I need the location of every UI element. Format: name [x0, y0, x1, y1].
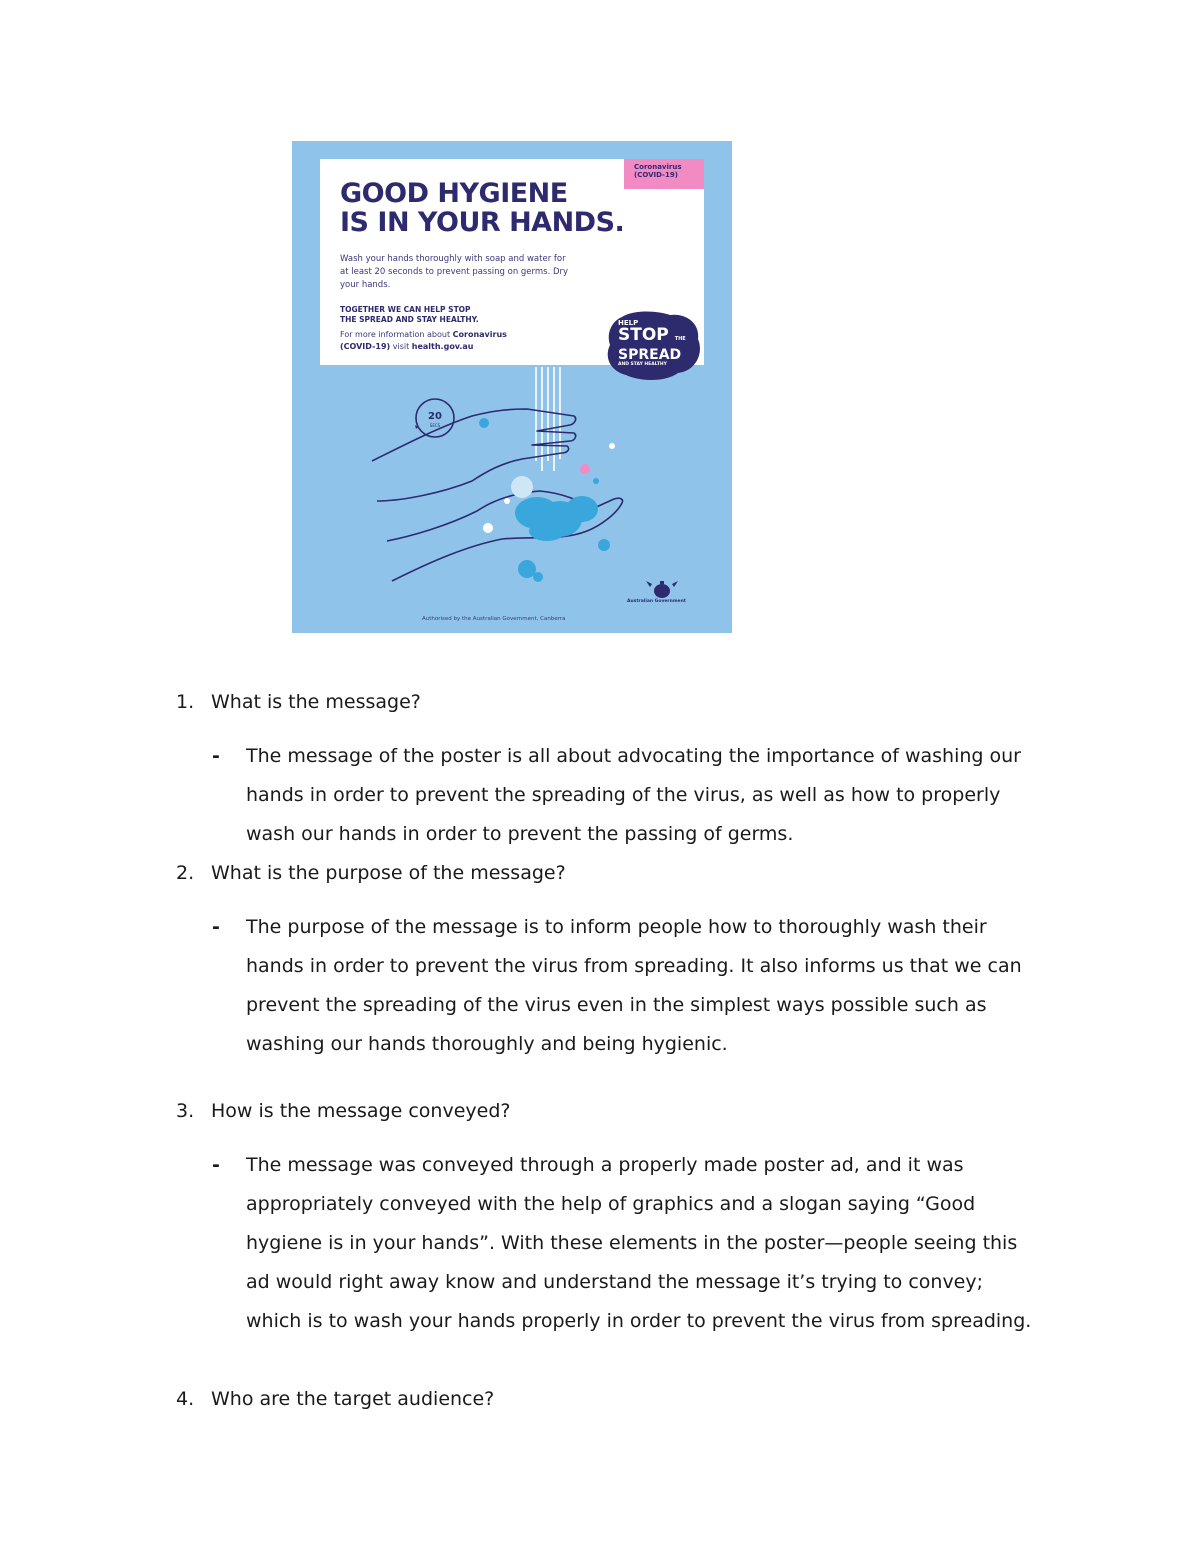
more-prefix: For more information about	[340, 330, 451, 339]
more-bold-2: (COVID-19)	[340, 342, 391, 351]
headline-line-1: GOOD HYGIENE	[340, 178, 568, 209]
badge-spread: SPREAD	[618, 347, 682, 363]
coronavirus-tag: Coronavirus (COVID-19)	[624, 159, 704, 189]
question-text: What is the message?	[211, 691, 421, 713]
more-site: health.gov.au	[411, 342, 474, 351]
answer-line: ad would right away know and understand the message it’s trying to convey;	[246, 1271, 984, 1293]
poster-headline	[340, 179, 630, 237]
answer-text	[246, 908, 1072, 1064]
headline-line-2: IS IN YOUR HANDS.	[340, 207, 625, 238]
question-text: How is the message conveyed?	[211, 1100, 511, 1122]
answer-line: appropriately conveyed with the help of graphics and a slogan saying “Good	[246, 1193, 976, 1215]
answer-bullet: -	[212, 745, 220, 767]
answer-line: which is to wash your hands properly in order to prevent the virus from spreading.	[246, 1310, 1032, 1332]
government-label: Australian Government	[627, 599, 686, 604]
question-number: 2.	[176, 862, 195, 884]
poster-footer: Authorised by the Australian Government, Canberra	[422, 616, 566, 622]
coat-of-arms-icon	[646, 581, 678, 598]
answer-line: wash our hands in order to prevent the passing of germs.	[246, 823, 794, 845]
timer-unit: SECS	[429, 423, 441, 428]
badge-text	[614, 319, 694, 368]
badge-the: THE	[674, 336, 686, 342]
more-bold-1: Coronavirus	[452, 330, 507, 339]
badge-help: HELP	[618, 319, 639, 327]
question-number: 4.	[176, 1388, 195, 1410]
question-text: What is the purpose of the message?	[211, 862, 566, 884]
timer-number: 20	[428, 411, 442, 422]
badge-healthy: AND STAY HEALTHY	[618, 362, 667, 367]
answer-text	[246, 1146, 1072, 1341]
poster-image	[292, 141, 732, 633]
poster-callout	[340, 305, 540, 325]
answer-line: The message of the poster is all about advocating the importance of washing our	[246, 745, 1021, 767]
answer-line: washing our hands thoroughly and being hygienic.	[246, 1033, 728, 1055]
badge-stop	[614, 327, 694, 348]
badge-stop-word: STOP	[618, 325, 669, 345]
answer-line: The message was conveyed through a properly made poster ad, and it was	[246, 1154, 964, 1176]
callout-line-2: THE SPREAD AND STAY HEALTHY.	[340, 315, 479, 324]
poster-body: Wash your hands thoroughly with soap and water for at least 20 seconds to prevent passing on germs. Dry your hands.	[340, 254, 569, 290]
question-number: 1.	[176, 691, 195, 713]
answer-line: hands in order to prevent the virus from spreading. It also informs us that we can	[246, 955, 1022, 977]
question-text: Who are the target audience?	[211, 1388, 495, 1410]
callout-line-1: TOGETHER WE CAN HELP STOP	[340, 305, 471, 314]
answer-text	[246, 737, 1072, 854]
answer-bullet: -	[212, 1154, 220, 1176]
question-number: 3.	[176, 1100, 195, 1122]
answer-line: The purpose of the message is to inform people how to thoroughly wash their	[246, 916, 987, 938]
more-mid: visit	[392, 342, 410, 351]
answer-line: hygiene is in your hands”. With these elements in the poster—people seeing this	[246, 1232, 1018, 1254]
upper-hand-outline	[372, 409, 576, 501]
poster-more-info	[340, 329, 580, 353]
answer-line: prevent the spreading of the virus even in the simplest ways possible such as	[246, 994, 987, 1016]
answer-line: hands in order to prevent the spreading of the virus, as well as how to properly	[246, 784, 1001, 806]
answer-bullet: -	[212, 916, 220, 938]
